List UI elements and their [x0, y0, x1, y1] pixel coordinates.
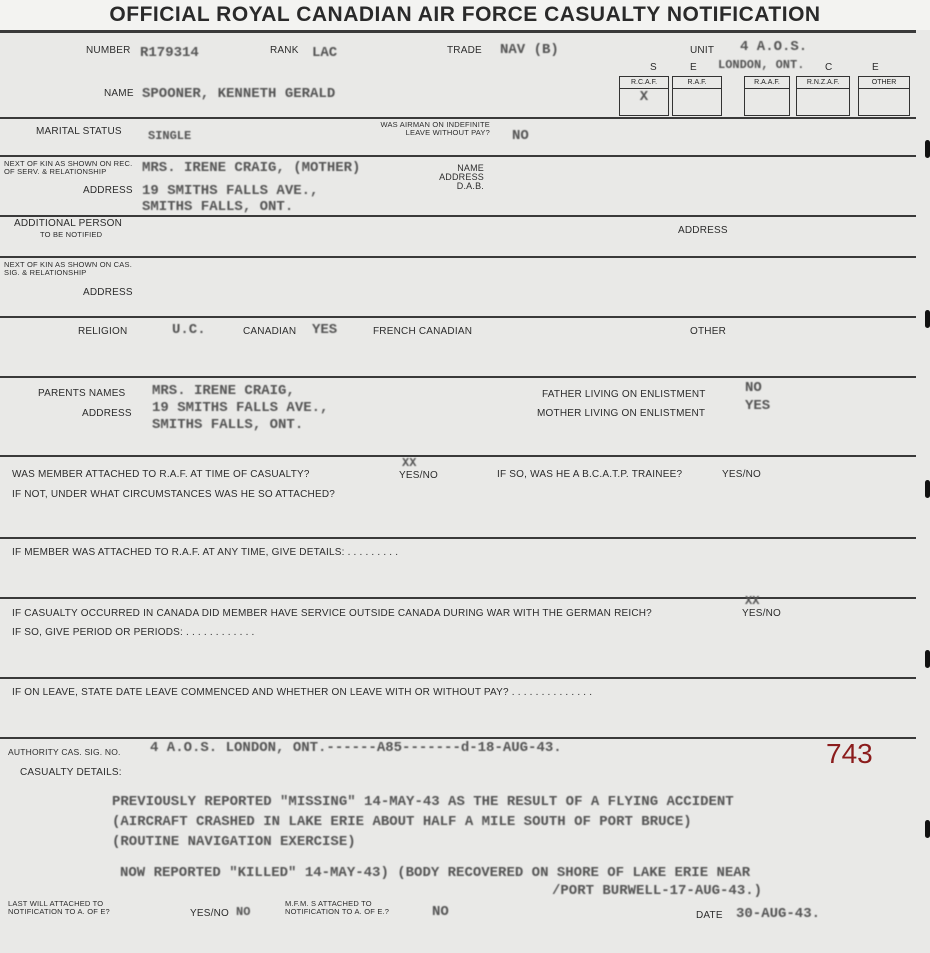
date-label: DATE — [696, 910, 723, 921]
service-col-label: R.C.A.F. — [620, 77, 668, 89]
divider — [0, 155, 916, 157]
service-letter: C — [825, 62, 833, 73]
casualty-details-line: NOW REPORTED "KILLED" 14-MAY-43) (BODY RECOVERED ON SHORE OF LAKE ERIE NEAR — [120, 865, 751, 881]
nok-address-line2: SMITHS FALLS, ONT. — [142, 199, 294, 215]
nok-label: NEXT OF KIN AS SHOWN ON REC. OF SERV. & RELATIONSHIP — [4, 159, 133, 176]
divider — [0, 737, 916, 739]
last-will-yesno: YES/NO — [190, 908, 229, 919]
mother-living-label: MOTHER LIVING ON ENLISTMENT — [537, 408, 706, 419]
canadian-label: CANADIAN — [243, 326, 297, 337]
casualty-details-line: (AIRCRAFT CRASHED IN LAKE ERIE ABOUT HALF A MILE SOUTH OF PORT BRUCE) — [112, 814, 692, 830]
marital-value: SINGLE — [148, 129, 192, 143]
service-letter: E — [872, 62, 879, 73]
date-value: 30-AUG-43. — [736, 906, 821, 922]
binder-hole — [925, 650, 930, 668]
divider — [0, 117, 916, 119]
binder-hole — [925, 820, 930, 838]
service-box-rcaf — [619, 76, 669, 116]
on-leave-label: IF ON LEAVE, STATE DATE LEAVE COMMENCED AND WHETHER ON LEAVE WITH OR WITHOUT PAY? . . . . . . . . . . . . . . — [12, 687, 593, 698]
casualty-details-line: (ROUTINE NAVIGATION EXERCISE) — [112, 834, 356, 850]
name-value: SPOONER, KENNETH GERALD — [142, 86, 336, 102]
nok-address-line1: 19 SMITHS FALLS AVE., — [142, 183, 319, 199]
nok-cas-address-label: ADDRESS — [83, 287, 133, 298]
name-address-dab-label: NAME ADDRESS D.A.B. — [439, 163, 484, 191]
service-col-label: R.A.A.F. — [745, 77, 789, 89]
casualty-details-label: CASUALTY DETAILS: — [20, 767, 122, 778]
service-mark: X — [639, 89, 649, 105]
unit-location: LONDON, ONT. — [718, 58, 805, 72]
authority-label: AUTHORITY CAS. SIG. NO. — [8, 747, 121, 757]
additional-address-label: ADDRESS — [678, 225, 728, 236]
marital-label: MARITAL STATUS — [36, 126, 122, 137]
number-value: R179314 — [140, 45, 199, 61]
religion-label: RELIGION — [78, 326, 128, 337]
divider — [0, 455, 916, 457]
divider — [0, 30, 916, 33]
form-title: OFFICIAL ROYAL CANADIAN AIR FORCE CASUALTY NOTIFICATION — [0, 0, 930, 30]
rank-value: LAC — [312, 45, 338, 61]
service-box-raf — [672, 76, 722, 116]
nok-address-label: ADDRESS — [83, 185, 133, 196]
bcatp-yesno: YES/NO — [722, 469, 761, 480]
raf-attached-yesno: YES/NO — [399, 470, 438, 481]
leave-value: NO — [512, 128, 529, 144]
outside-canada-label: IF CASUALTY OCCURRED IN CANADA DID MEMBER HAVE SERVICE OUTSIDE CANADA DURING WAR WITH THE GERMAN REICH? — [12, 608, 652, 619]
divider — [0, 256, 916, 258]
number-label: NUMBER — [86, 45, 131, 56]
service-col-label: R.N.Z.A.F. — [797, 77, 849, 89]
parents-value: MRS. IRENE CRAIG, — [152, 383, 295, 399]
mother-living-value: YES — [745, 398, 771, 414]
bcatp-label: IF SO, WAS HE A B.C.A.T.P. TRAINEE? — [497, 469, 683, 480]
divider — [0, 316, 916, 318]
service-col-label: R.A.F. — [673, 77, 721, 89]
circumstances-label: IF NOT, UNDER WHAT CIRCUMSTANCES WAS HE SO ATTACHED? — [12, 489, 336, 500]
other-label: OTHER — [690, 326, 726, 337]
service-letter: E — [690, 62, 697, 73]
nok-cas-label: NEXT OF KIN AS SHOWN ON CAS. SIG. & RELATIONSHIP — [4, 260, 132, 277]
divider — [0, 677, 916, 679]
binder-hole — [925, 310, 930, 328]
french-canadian-label: FRENCH CANADIAN — [373, 326, 473, 337]
divider — [0, 597, 916, 599]
reference-number: 743 — [826, 738, 873, 769]
raf-attached-mark: XX — [402, 456, 417, 470]
parents-label: PARENTS NAMES — [38, 388, 126, 399]
unit-value: 4 A.O.S. — [740, 39, 808, 55]
father-living-label: FATHER LIVING ON ENLISTMENT — [542, 389, 706, 400]
last-will-value: NO — [236, 905, 251, 919]
service-col-label: OTHER — [859, 77, 909, 89]
divider — [0, 537, 916, 539]
raf-any-time-label: IF MEMBER WAS ATTACHED TO R.A.F. AT ANY TIME, GIVE DETAILS: . . . . . . . . . — [12, 547, 399, 558]
periods-label: IF SO, GIVE PERIOD OR PERIODS: . . . . . . . . . . . . — [12, 627, 255, 638]
raf-attached-label: WAS MEMBER ATTACHED TO R.A.F. AT TIME OF CASUALTY? — [12, 469, 310, 480]
canadian-value: YES — [312, 322, 338, 338]
service-box-raaf — [744, 76, 790, 116]
trade-label: TRADE — [447, 45, 482, 56]
divider — [0, 215, 916, 217]
trade-value: NAV (B) — [500, 42, 559, 58]
parents-address-label: ADDRESS — [82, 408, 132, 419]
service-box-other — [858, 76, 910, 116]
casualty-details-line: /PORT BURWELL-17-AUG-43.) — [552, 883, 763, 899]
nok-value: MRS. IRENE CRAIG, (MOTHER) — [142, 160, 361, 176]
unit-label: UNIT — [690, 45, 715, 56]
parents-address-line1: 19 SMITHS FALLS AVE., — [152, 400, 329, 416]
outside-canada-yesno: YES/NO — [742, 608, 781, 619]
mfm-label: M.F.M. S ATTACHED TO NOTIFICATION TO A. OF E.? — [285, 899, 390, 916]
authority-value: 4 A.O.S. LONDON, ONT.------A85-------d-18-AUG-43. — [150, 740, 562, 756]
rank-label: RANK — [270, 45, 299, 56]
last-will-label: LAST WILL ATTACHED TO NOTIFICATION TO A. OF E? — [8, 899, 110, 916]
outside-canada-mark: XX — [745, 594, 760, 608]
additional-label-2: TO BE NOTIFIED — [40, 230, 103, 239]
binder-hole — [925, 480, 930, 498]
religion-value: U.C. — [172, 322, 206, 338]
mfm-value: NO — [432, 904, 449, 920]
leave-label: WAS AIRMAN ON INDEFINITE LEAVE WITHOUT PAY? — [380, 120, 490, 137]
service-box-rnzaf — [796, 76, 850, 116]
divider — [0, 376, 916, 378]
parents-address-line2: SMITHS FALLS, ONT. — [152, 417, 304, 433]
name-label: NAME — [104, 88, 134, 99]
service-letter: S — [650, 62, 657, 73]
father-living-value: NO — [745, 380, 762, 396]
additional-label: ADDITIONAL PERSON — [14, 218, 123, 229]
casualty-details-line: PREVIOUSLY REPORTED "MISSING" 14-MAY-43 AS THE RESULT OF A FLYING ACCIDENT — [112, 794, 734, 810]
binder-hole — [925, 140, 930, 158]
